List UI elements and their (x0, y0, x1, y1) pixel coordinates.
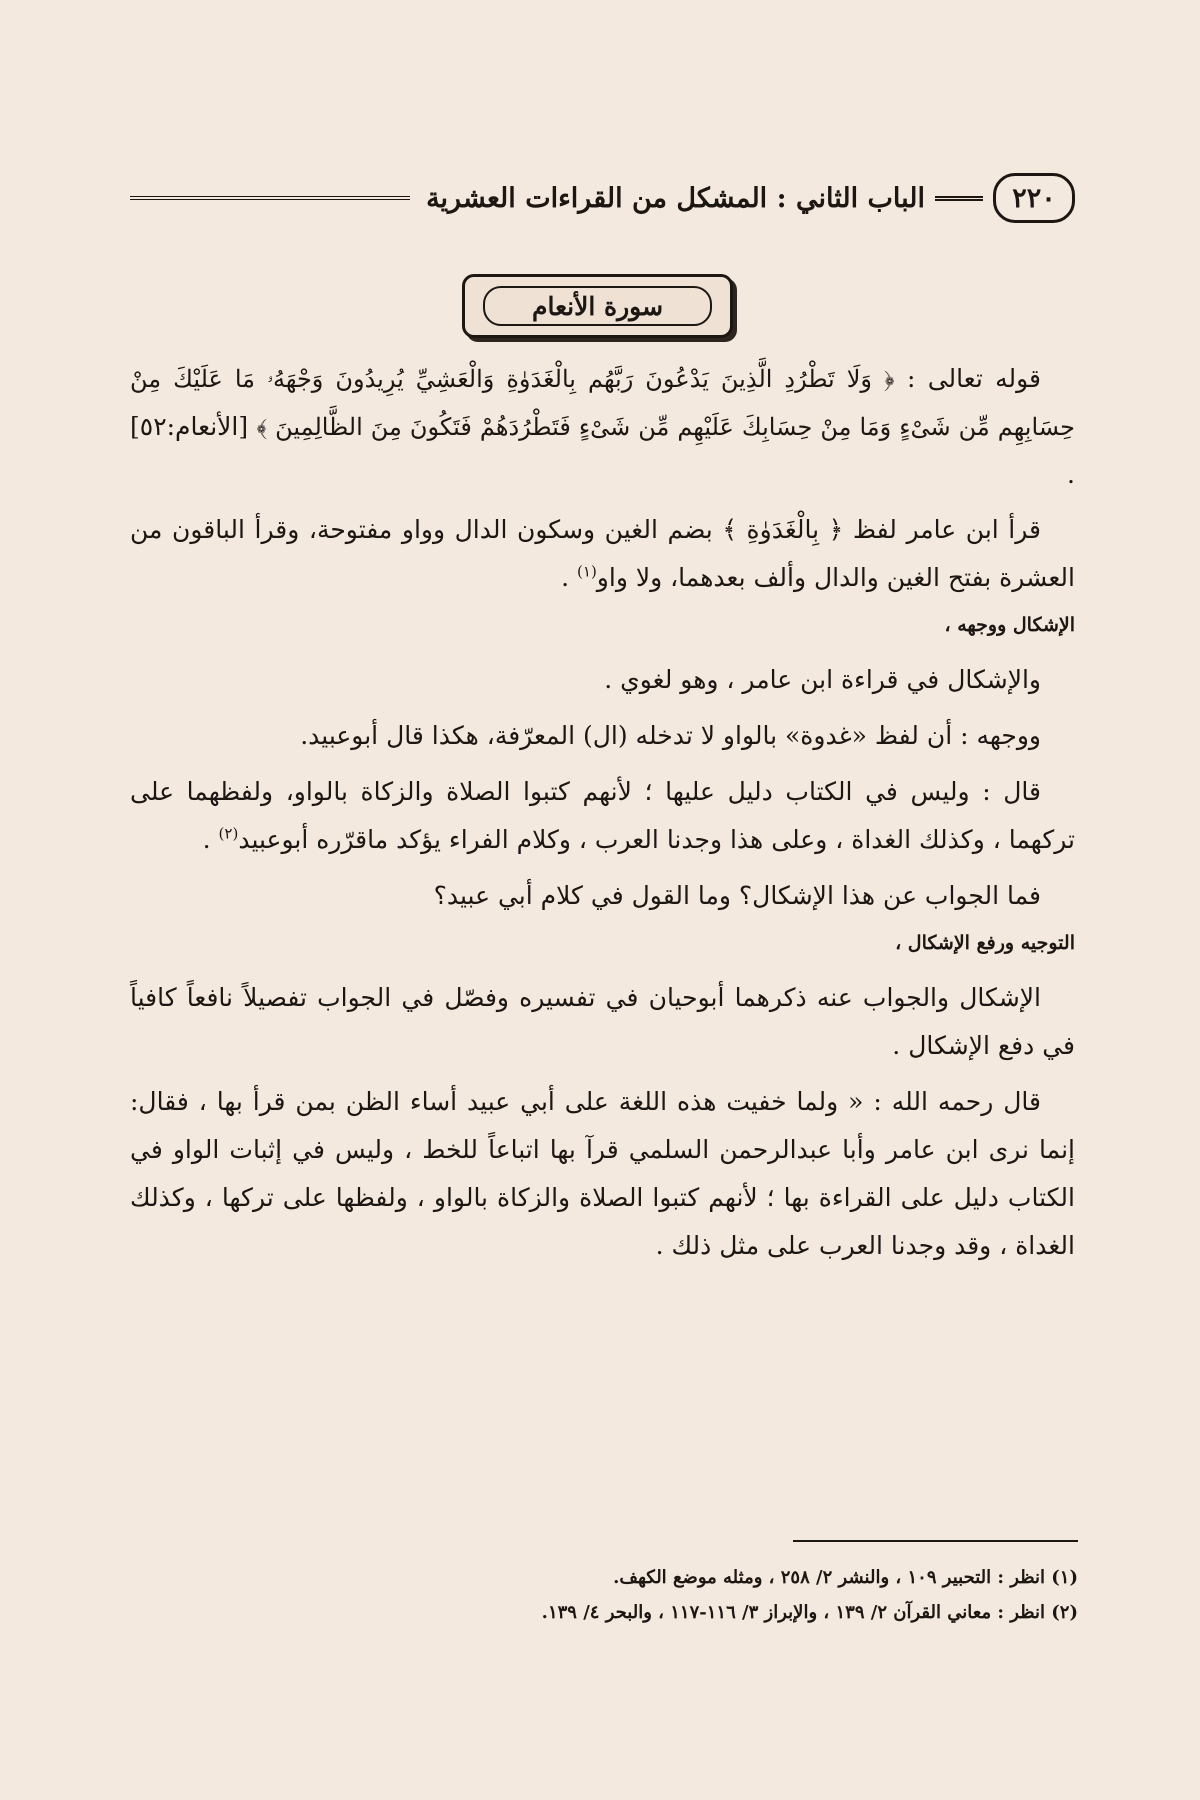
verse-paragraph (130, 355, 1075, 498)
reading-text: قرأ ابن عامر لفظ ﴿ بِالْغَدَوٰةِ ﴾ بضم الغين وسكون الدال وواو مفتوحة، وقرأ الباقون من العشرة بفتح الغين والدال وألف بعدهما، ولا واو (130, 515, 1075, 592)
header-rule-left (130, 196, 410, 200)
surah-title-banner (462, 274, 733, 338)
verse-intro: قوله تعالى : (906, 364, 1041, 393)
section-heading-ishkal: الإشكال ووجهه ، (944, 614, 1075, 636)
qal-paragraph (130, 768, 1075, 864)
page-body (130, 355, 1075, 1278)
reading-paragraph (130, 506, 1075, 602)
footnote-marker-2: (٢) (218, 824, 239, 843)
footnote-1: (١) انظر : التحبير ١٠٩ ، والنشر ٢/ ٢٥٨ ، ومثله موضع الكهف. (613, 1567, 1078, 1588)
surah-title: سورة الأنعام (483, 286, 712, 326)
header-rule-right (935, 196, 983, 201)
verse-reference: [الأنعام:٥٢] . (130, 412, 1075, 489)
page-header (130, 170, 1075, 226)
quran-verse: ﴿ وَلَا تَطْرُدِ الَّذِينَ يَدْعُونَ رَبَّهُم بِالْغَدَوٰةِ وَالْعَشِيِّ يُرِيدُونَ وَجْهَهُۥ مَا عَلَيْكَ مِنْ حِسَابِهِم مِّن شَىْءٍ وَمَا مِنْ حِسَابِكَ عَلَيْهِم مِّن شَىْءٍ فَتَطْرُدَهُمْ فَتَكُونَ مِنَ الظَّالِمِينَ ﴾ (130, 365, 1076, 441)
section-heading-tawjih: التوجيه ورفع الإشكال ، (895, 932, 1075, 954)
qal-text-end: . (202, 825, 219, 854)
footnote-2: (٢) انظر : معاني القرآن ٢/ ١٣٩ ، والإبراز ٣/ ١١٦-١١٧ ، والبحر ٤/ ١٣٩. (541, 1602, 1078, 1623)
reading-text-end: . (561, 563, 578, 592)
footnotes (128, 1560, 1078, 1630)
wajh-paragraph: ووجهه : أن لفظ «غدوة» بالواو لا تدخله (ال) المعرّفة، هكذا قال أبوعبيد. (300, 721, 1041, 750)
answer-paragraph: الإشكال والجواب عنه ذكرهما أبوحيان في تفسيره وفصّل في الجواب تفصيلاً نافعاً كافياً في دفع الإشكال . (130, 983, 1075, 1060)
question-paragraph: فما الجواب عن هذا الإشكال؟ وما القول في كلام أبي عبيد؟ (433, 881, 1041, 910)
page-number: ٢٢٠ (993, 173, 1075, 223)
chapter-title: الباب الثاني : المشكل من القراءات العشرية (426, 182, 925, 214)
ishkal-paragraph: والإشكال في قراءة ابن عامر ، وهو لغوي . (604, 665, 1041, 694)
footnote-marker-1: (١) (577, 562, 597, 581)
quote-paragraph: قال رحمه الله : « ولما خفيت هذه اللغة على أبي عبيد أساء الظن بمن قرأ بها ، فقال: إنما نرى ابن عامر وأبا عبدالرحمن السلمي قرآ بها اتباعاً للخط ، وليس في إثبات الواو في الكتاب دليل على القراءة بها ؛ لأنهم كتبوا الصلاة والزكاة بالواو ، ولفظها على تركها ، وكذلك الغداة ، وقد وجدنا العرب على مثل ذلك . (130, 1087, 1075, 1260)
qal-text: قال : وليس في الكتاب دليل عليها ؛ لأنهم كتبوا الصلاة والزكاة بالواو، ولفظهما على تركهما ، وكذلك الغداة ، وعلى هذا وجدنا العرب ، وكلام الفراء يؤكد ماقرّره أبوعبيد (130, 777, 1075, 854)
footnote-divider (793, 1540, 1078, 1542)
